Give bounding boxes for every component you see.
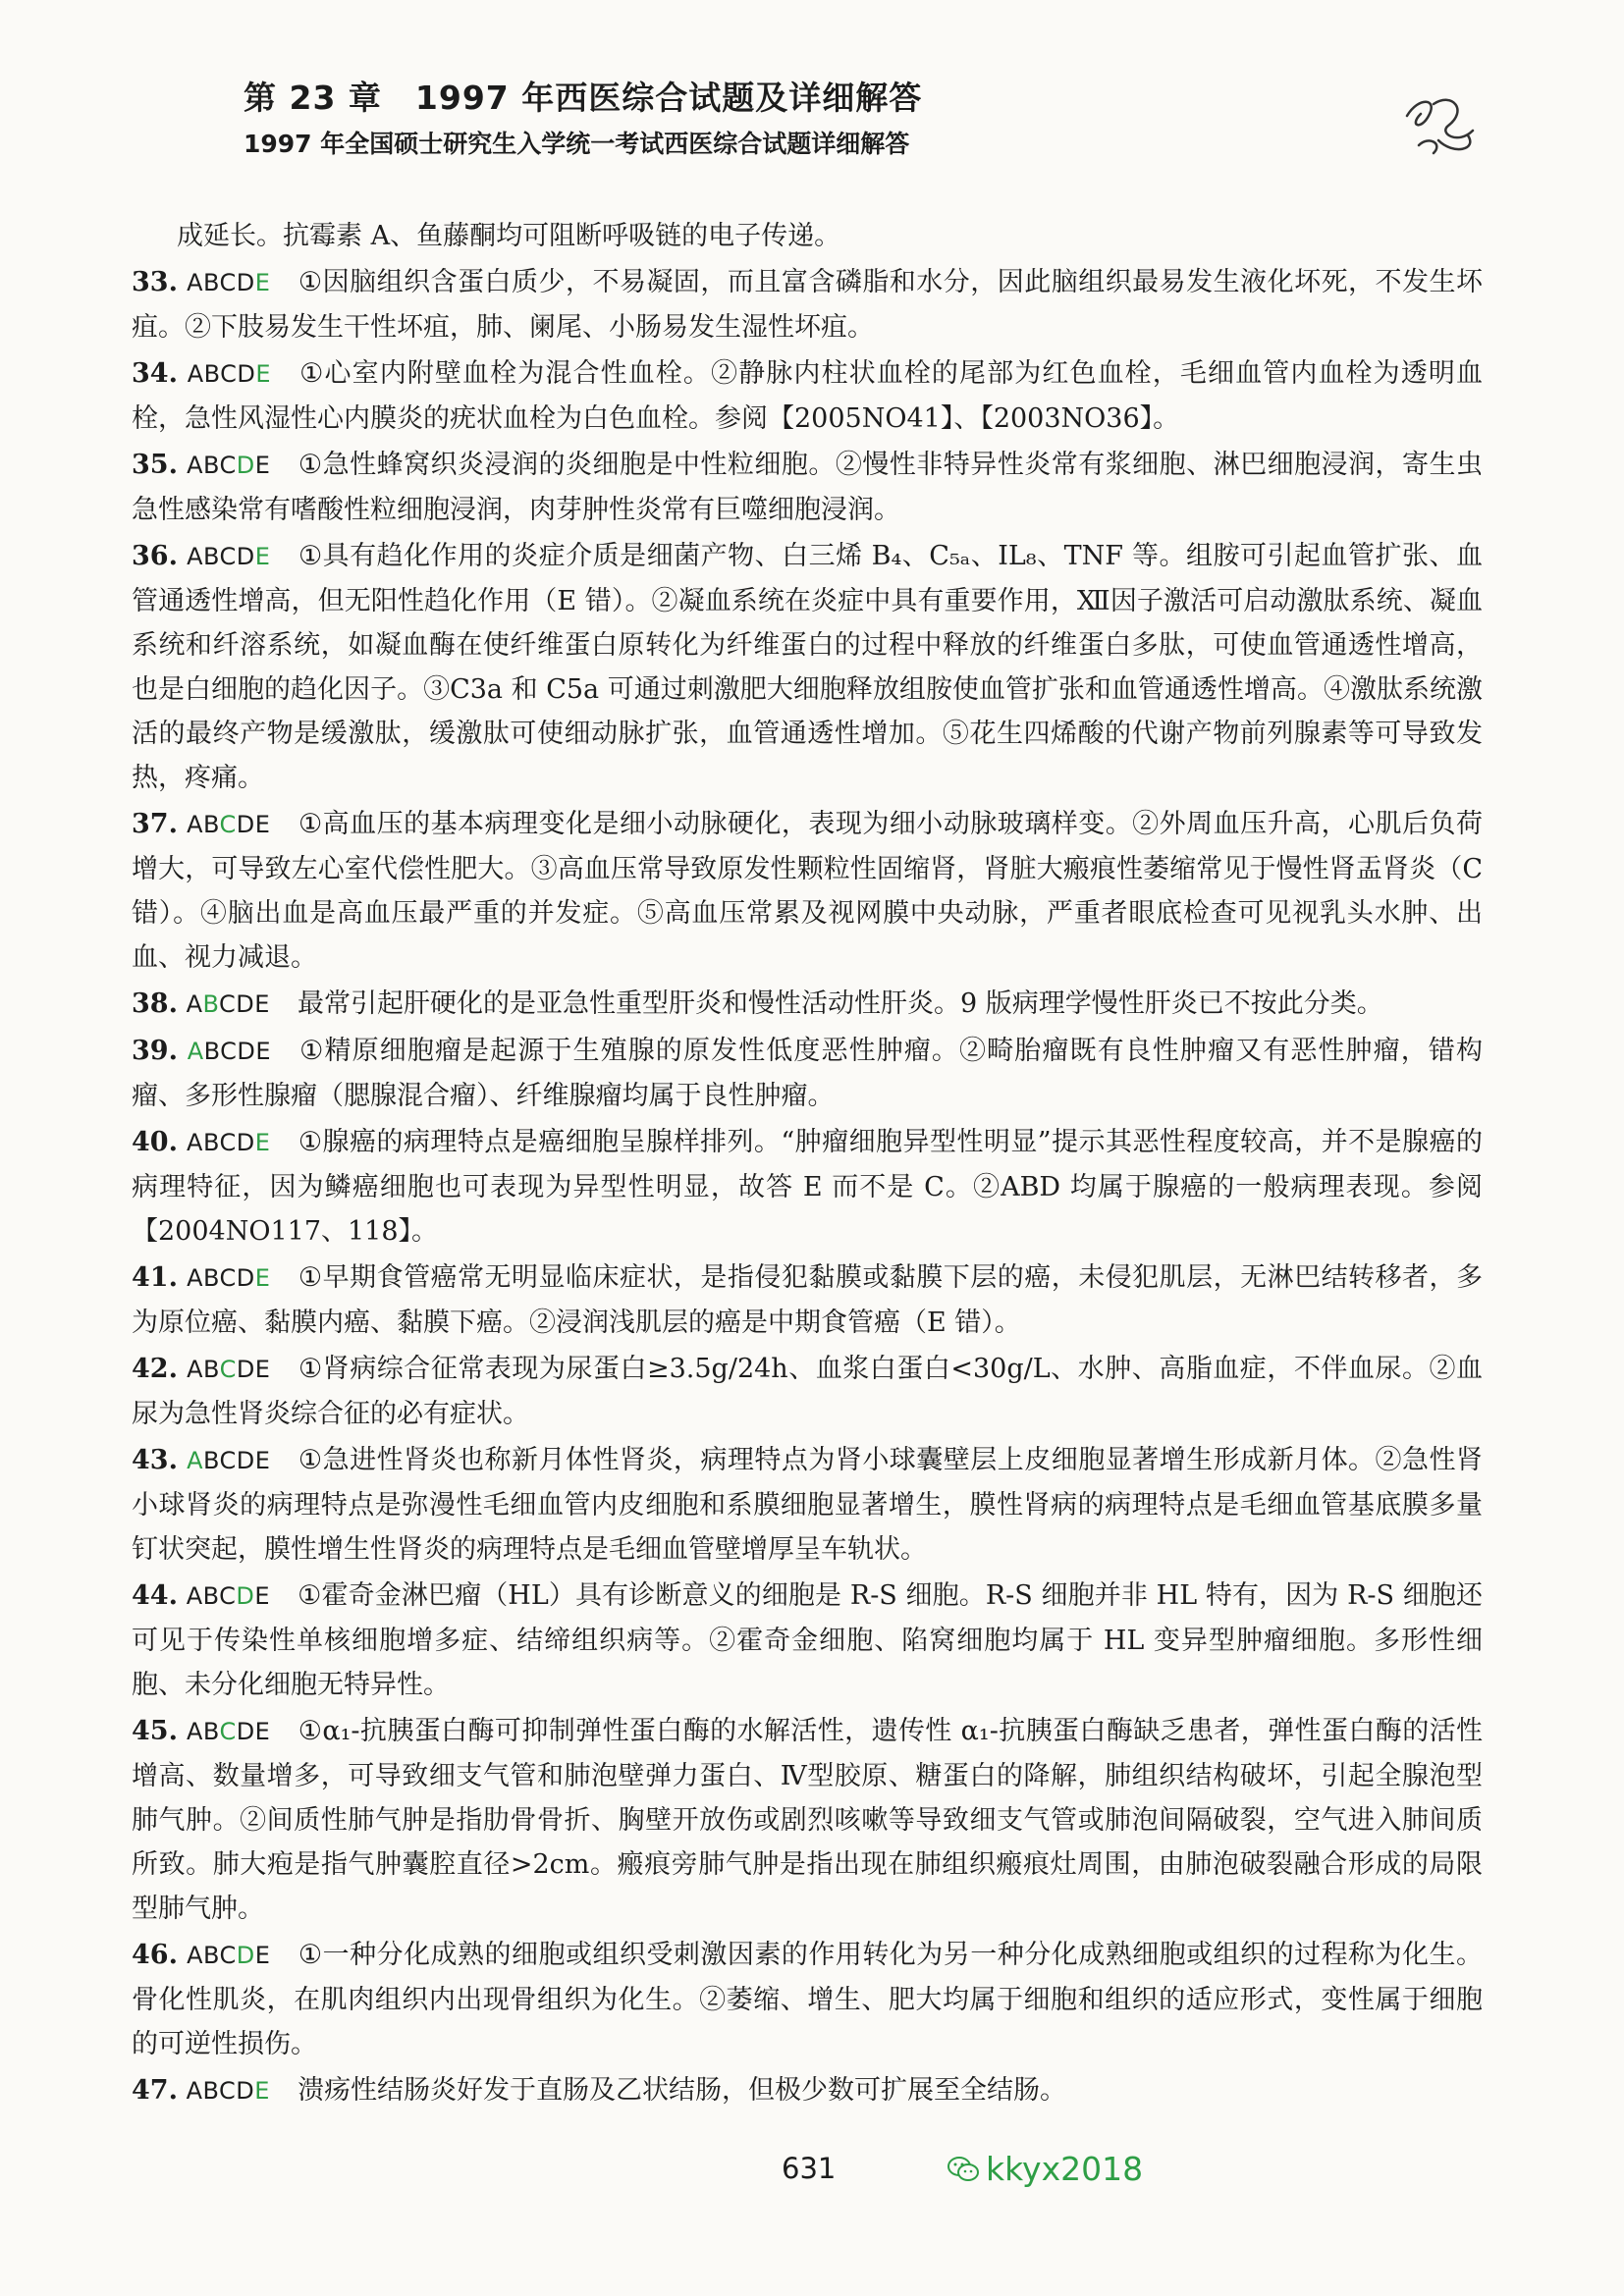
answer-item: [132, 982, 1483, 1027]
option-letters: ABCD: [187, 269, 255, 296]
question-number: 44.: [132, 1580, 178, 1611]
explanation-text: ①因脑组织含蛋白质少，不易凝固，而且富含磷脂和水分，因此脑组织最易发生液化坏死，不发生坏疽。②下肢易发生干性坏疽，肺、阑尾、小肠易发生湿性坏疽。: [132, 267, 1483, 343]
answer-options: [188, 1038, 271, 1065]
option-letters: BCDE: [202, 1447, 271, 1474]
explanation-text: ①肾病综合征常表现为尿蛋白≥3.5g/24h、血浆白蛋白<30g/L、水肿、高脂血症，不伴血尿。②血尿为急性肾炎综合征的必有症状。: [132, 1354, 1483, 1429]
option-letters: ABC: [187, 452, 237, 479]
option-letters: ABCD: [187, 1129, 255, 1156]
correct-answer: E: [254, 1264, 271, 1292]
question-number: 38.: [132, 988, 178, 1019]
option-letters: CDE: [219, 990, 270, 1018]
answer-item: [132, 1120, 1483, 1254]
question-number: 33.: [132, 267, 178, 297]
question-number: 45.: [132, 1716, 178, 1746]
correct-answer: E: [255, 360, 272, 388]
handwritten-scribble-icon: [1399, 86, 1488, 165]
correct-answer: D: [236, 1582, 255, 1610]
explanation-text: ①具有趋化作用的炎症介质是细菌产物、白三烯 B₄、C₅ₐ、IL₈、TNF 等。组胺可引起血管扩张、血管通透性增高，但无阳性趋化作用（E 错）。②凝血系统在炎症中具有重要作用，Ⅻ因子激活可启动激肽系统、凝血系统和纤溶系统，如凝血酶在使纤维蛋白原转化为纤维蛋白的过程中释放的纤维蛋白多肽，可使血管通透性增高，也是白细胞的趋化因子。③C3a 和 C5a 可通过刺激肥大细胞释放组胺使血管扩张和血管通透性增高。④激肽系统激活的最终产物是缓激肽，缓激肽可使细动脉扩张，血管通透性增加。⑤花生四烯酸的代谢产物前列腺素等可导致发热，疼痛。: [132, 541, 1484, 793]
correct-answer: E: [254, 543, 271, 570]
option-letters: ABC: [186, 1582, 237, 1610]
question-number: 43.: [132, 1445, 178, 1475]
answer-options: [187, 2077, 270, 2105]
option-letters: ABCD: [187, 360, 256, 388]
option-letters: E: [254, 452, 271, 479]
option-letters: AB: [187, 1356, 220, 1383]
chapter-title: 第 23 章 1997 年西医综合试题及详细解答: [244, 79, 923, 117]
correct-answer: E: [254, 1129, 271, 1156]
page-header: [244, 77, 1471, 161]
option-letters: BCDE: [203, 1038, 272, 1065]
continuation-paragraph: [132, 214, 1483, 258]
answer-options: [187, 1264, 270, 1292]
explanation-text: ①霍奇金淋巴瘤（HL）具有诊断意义的细胞是 R-S 细胞。R-S 细胞并非 HL 特有，因为 R-S 细胞还可见于传染性单核细胞增多症、结缔组织病等。②霍奇金细胞、陷窝细胞均属于 HL 变异型肿瘤细胞。多形性细胞、未分化细胞无特异性。: [132, 1580, 1483, 1700]
correct-answer: D: [236, 1942, 255, 1969]
option-letters: ABC: [187, 1942, 237, 1969]
answer-item: [132, 1574, 1483, 1707]
explanation-text: 最常引起肝硬化的是亚急性重型肝炎和慢性活动性肝炎。9 版病理学慢性肝炎已不按此分类。: [297, 988, 1383, 1019]
answer-options: [187, 452, 270, 479]
correct-answer: C: [219, 811, 237, 838]
answer-item: [132, 1438, 1483, 1572]
question-number: 41.: [132, 1262, 178, 1293]
answer-item: [132, 1255, 1483, 1345]
explanation-text: 溃疡性结肠炎好发于直肠及乙状结肠，但极少数可扩展至全结肠。: [297, 2075, 1066, 2106]
option-letters: A: [186, 990, 203, 1018]
answer-item: [132, 1709, 1483, 1931]
page-number: 631: [782, 2152, 837, 2185]
option-letters: ABCD: [187, 543, 255, 570]
answer-list: [132, 214, 1483, 2115]
option-letters: E: [254, 1942, 271, 1969]
question-number: 37.: [132, 809, 178, 839]
explanation-text: ①一种分化成熟的细胞或组织受刺激因素的作用转化为另一种分化成熟细胞或组织的过程称为化生。骨化性肌炎，在肌肉组织内出现骨组织为化生。②萎缩、增生、肥大均属于细胞和组织的适应形式，变性属于细胞的可逆性损伤。: [132, 1940, 1483, 2059]
option-letters: ABCD: [187, 1264, 255, 1292]
answer-item: [132, 802, 1483, 980]
option-letters: E: [254, 1582, 271, 1610]
option-letters: ABCD: [186, 2077, 255, 2105]
correct-answer: E: [254, 2077, 270, 2105]
answer-options: [187, 269, 270, 296]
explanation-text: 成延长。抗霉素 A、鱼藤酮均可阻断呼吸链的电子传递。: [177, 221, 841, 251]
explanation-text: ①心室内附壁血栓为混合性血栓。②静脉内柱状血栓的尾部为红色血栓，毛细血管内血栓为透明血栓，急性风湿性心内膜炎的疣状血栓为白色血栓。参阅【2005NO41】、【2003NO36】。: [132, 358, 1483, 434]
correct-answer: D: [236, 452, 255, 479]
option-letters: DE: [236, 811, 271, 838]
answer-item: [132, 1029, 1483, 1118]
answer-options: [187, 811, 270, 838]
explanation-text: ①急进性肾炎也称新月体性肾炎，病理特点为肾小球囊壁层上皮细胞显著增生形成新月体。②急性肾小球肾炎的病理特点是弥漫性毛细血管内皮细胞和系膜细胞显著增生，膜性肾病的病理特点是毛细血管基底膜多量钉状突起，膜性增生性肾炎的病理特点是毛细血管壁增厚呈车轨状。: [132, 1445, 1483, 1565]
answer-options: [187, 1582, 270, 1610]
answer-item: [132, 2068, 1483, 2113]
correct-answer: E: [254, 269, 271, 296]
question-number: 47.: [132, 2075, 178, 2106]
correct-answer: C: [219, 1718, 237, 1745]
answer-item: [132, 1347, 1483, 1436]
answer-item: [132, 1933, 1483, 2066]
answer-options: [188, 360, 271, 388]
option-letters: AB: [187, 811, 220, 838]
question-number: 39.: [132, 1036, 178, 1066]
question-number: 36.: [132, 541, 178, 571]
correct-answer: B: [202, 990, 220, 1018]
correct-answer: A: [187, 1447, 203, 1474]
explanation-text: ①急性蜂窝织炎浸润的炎细胞是中性粒细胞。②慢性非特异性炎常有浆细胞、淋巴细胞浸润，寄生虫急性感染常有嗜酸性粒细胞浸润，肉芽肿性炎常有巨噬细胞浸润。: [132, 450, 1483, 525]
answer-options: [187, 543, 270, 570]
answer-item: [132, 260, 1483, 349]
answer-item: [132, 534, 1483, 800]
option-letters: AB: [186, 1718, 220, 1745]
correct-answer: C: [219, 1356, 237, 1383]
question-number: 40.: [132, 1127, 178, 1157]
answer-item: [132, 351, 1483, 441]
explanation-text: ①精原细胞瘤是起源于生殖腺的原发性低度恶性肿瘤。②畸胎瘤既有良性肿瘤又有恶性肿瘤，错构瘤、多形性腺瘤（腮腺混合瘤）、纤维腺瘤均属于良性肿瘤。: [132, 1036, 1483, 1111]
correct-answer: A: [187, 1038, 204, 1065]
explanation-text: ①α₁-抗胰蛋白酶可抑制弹性蛋白酶的水解活性，遗传性 α₁-抗胰蛋白酶缺乏患者，弹性蛋白酶的活性增高、数量增多，可导致细支气管和肺泡壁弹力蛋白、Ⅳ型胶原、糖蛋白的降解，肺组织结构破坏，引起全腺泡型肺气肿。②间质性肺气肿是指肋骨骨折、胸壁开放伤或剧烈咳嗽等导致细支气管或肺泡间隔破裂，空气进入肺间质所致。肺大疱是指气肿囊腔直径>2cm。瘢痕旁肺气肿是指出现在肺组织瘢痕灶周围，由肺泡破裂融合形成的局限型肺气肿。: [132, 1716, 1483, 1924]
option-letters: DE: [236, 1356, 271, 1383]
question-number: 35.: [132, 450, 178, 480]
answer-options: [187, 1718, 270, 1745]
exam-subtitle: 1997 年全国硕士研究生入学统一考试西医综合试题详细解答: [244, 130, 910, 158]
answer-options: [187, 990, 270, 1018]
answer-options: [187, 1129, 270, 1156]
question-number: 46.: [132, 1940, 178, 1970]
option-letters: DE: [236, 1718, 271, 1745]
question-number: 42.: [132, 1354, 178, 1384]
explanation-text: ①高血压的基本病理变化是细小动脉硬化，表现为细小动脉玻璃样变。②外周血压升高，心肌后负荷增大，可导致左心室代偿性肥大。③高血压常导致原发性颗粒性固缩肾，肾脏大瘢痕性萎缩常见于慢性肾盂肾炎（C 错）。④脑出血是高血压最严重的并发症。⑤高血压常累及视网膜中央动脉，严重者眼底检查可见视乳头水肿、出血、视力减退。: [132, 809, 1483, 973]
answer-options: [187, 1447, 270, 1474]
answer-item: [132, 443, 1483, 532]
answer-options: [187, 1356, 270, 1383]
question-number: 34.: [132, 358, 178, 389]
watermark: [947, 2150, 1143, 2188]
answer-options: [187, 1942, 270, 1969]
explanation-text: ①早期食管癌常无明显临床症状，是指侵犯黏膜或黏膜下层的癌，未侵犯肌层，无淋巴结转移者，多为原位癌、黏膜内癌、黏膜下癌。②浸润浅肌层的癌是中期食管癌（E 错）。: [132, 1262, 1483, 1338]
wechat-icon: [947, 2155, 980, 2184]
explanation-text: ①腺癌的病理特点是癌细胞呈腺样排列。“肿瘤细胞异型性明显”提示其恶性程度较高，并不是腺癌的病理特征，因为鳞癌细胞也可表现为异型性明显，故答 E 而不是 C。②ABD 均属于腺癌的一般病理表现。参阅【2004NO117、118】。: [132, 1127, 1483, 1247]
watermark-text: kkyx2018: [986, 2150, 1144, 2188]
